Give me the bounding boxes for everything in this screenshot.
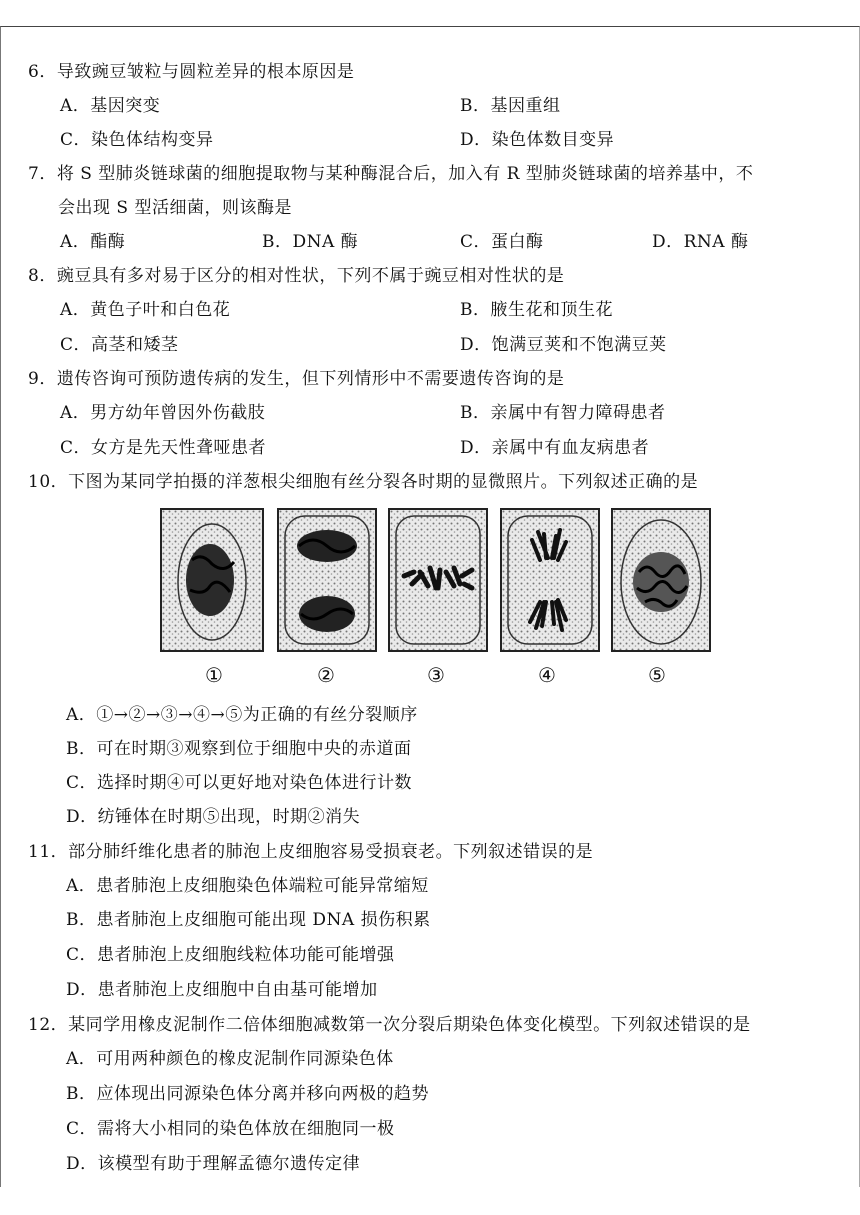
question-12-option-c: C．需将大小相同的染色体放在细胞同一极	[66, 1119, 395, 1139]
micrograph-label-5: ⑤	[648, 663, 666, 687]
micrograph-label-3: ③	[427, 663, 445, 687]
question-7-option-d: D．RNA 酶	[652, 232, 749, 252]
question-7-stem-line1: 7．将 S 型肺炎链球菌的细胞提取物与某种酶混合后，加入有 R 型肺炎链球菌的培养基中，不	[28, 164, 754, 184]
question-12-option-b: B．应体现出同源染色体分离并移向两极的趋势	[66, 1084, 429, 1104]
question-6-option-c: C．染色体结构变异	[60, 130, 214, 150]
question-8-option-d: D．饱满豆荚和不饱满豆荚	[460, 335, 667, 355]
question-9-option-d: D．亲属中有血友病患者	[460, 438, 650, 458]
micrograph-5	[611, 508, 711, 652]
question-6-option-d: D．染色体数目变异	[460, 130, 615, 150]
question-6-option-a: A．基因突变	[60, 96, 161, 116]
micrograph-3	[388, 508, 488, 652]
question-11-option-c: C．患者肺泡上皮细胞线粒体功能可能增强	[66, 945, 395, 965]
micrograph-label-1: ①	[205, 663, 223, 687]
question-12-option-a: A．可用两种颜色的橡皮泥制作同源染色体	[66, 1049, 394, 1069]
micrograph-4	[500, 508, 600, 652]
question-8-option-b: B．腋生花和顶生花	[460, 300, 613, 320]
question-10-option-c: C．选择时期④可以更好地对染色体进行计数	[66, 773, 413, 793]
micrograph-label-2: ②	[317, 663, 335, 687]
question-6-stem: 6．导致豌豆皱粒与圆粒差异的根本原因是	[28, 62, 355, 82]
question-11-option-b: B．患者肺泡上皮细胞可能出现 DNA 损伤积累	[66, 910, 431, 930]
question-10-option-a: A．①→②→③→④→⑤为正确的有丝分裂顺序	[66, 705, 418, 725]
question-10-option-b: B．可在时期③观察到位于细胞中央的赤道面	[66, 739, 412, 759]
question-9-option-a: A．男方幼年曾因外伤截肢	[60, 403, 266, 423]
micrograph-1	[160, 508, 264, 652]
question-12-option-d: D．该模型有助于理解孟德尔遗传定律	[66, 1154, 361, 1174]
question-11-option-d: D．患者肺泡上皮细胞中自由基可能增加	[66, 980, 378, 1000]
question-10-stem: 10．下图为某同学拍摄的洋葱根尖细胞有丝分裂各时期的显微照片。下列叙述正确的是	[28, 472, 699, 492]
question-7-stem-line2: 会出现 S 型活细菌，则该酶是	[58, 198, 292, 218]
question-8-option-c: C．高茎和矮茎	[60, 335, 179, 355]
question-11-option-a: A．患者肺泡上皮细胞染色体端粒可能异常缩短	[66, 876, 429, 896]
question-9-stem: 9．遗传咨询可预防遗传病的发生，但下列情形中不需要遗传咨询的是	[28, 369, 565, 389]
micrograph-2	[277, 508, 377, 652]
micrograph-label-4: ④	[538, 663, 556, 687]
question-8-option-a: A．黄色子叶和白色花	[60, 300, 231, 320]
question-8-stem: 8．豌豆具有多对易于区分的相对性状，下列不属于豌豆相对性状的是	[28, 266, 565, 286]
question-7-option-c: C．蛋白酶	[460, 232, 544, 252]
question-9-option-b: B．亲属中有智力障碍患者	[460, 403, 666, 423]
question-7-option-b: B．DNA 酶	[262, 232, 359, 252]
question-6-option-b: B．基因重组	[460, 96, 561, 116]
question-11-stem: 11．部分肺纤维化患者的肺泡上皮细胞容易受损衰老。下列叙述错误的是	[28, 842, 594, 862]
question-12-stem: 12．某同学用橡皮泥制作二倍体细胞减数第一次分裂后期染色体变化模型。下列叙述错误的是	[28, 1015, 751, 1035]
question-10-option-d: D．纺锤体在时期⑤出现，时期②消失	[66, 807, 361, 827]
question-9-option-c: C．女方是先天性聋哑患者	[60, 438, 267, 458]
question-7-option-a: A．酯酶	[60, 232, 126, 252]
